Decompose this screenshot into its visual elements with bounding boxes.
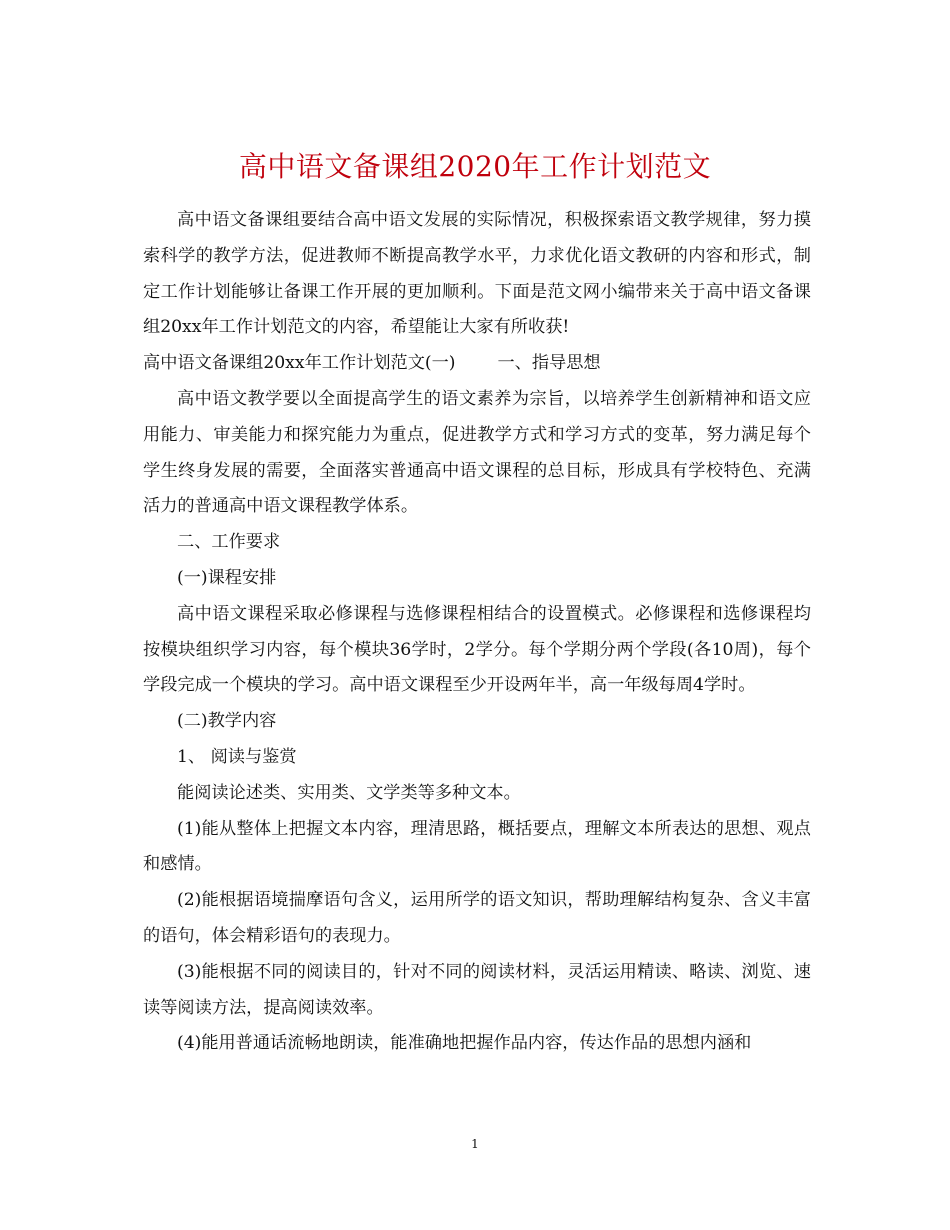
guiding-heading: 一、指导思想 [497,353,601,374]
page-number: 1 [471,1137,479,1151]
reading-point-3: (3)能根据不同的阅读目的，针对不同的阅读材料，灵活运用精读、略读、浏览、速读等阅读方法，提高阅读效率。 [143,961,811,1018]
document-body [143,203,811,1062]
reading-point-2: (2)能根据语境揣摩语句含义，运用所学的语文知识，帮助理解结构复杂、含义丰富的语句，体会精彩语句的表现力。 [143,890,811,946]
course-arrangement-paragraph: 高中语文课程采取必修课程与选修课程相结合的设置模式。必修课程和选修课程均按模块组织学习内容，每个模块36学时，2学分。每个学期分两个学段(各10周)，每个学段完成一个模块的学习。高中语文课程至少开设两年半，高一年级每周4学时。 [143,603,811,696]
reading-heading: 1、 阅读与鉴赏 [177,746,297,767]
teaching-content-heading: (二)教学内容 [177,711,277,732]
intro-paragraph: 高中语文备课组要结合高中语文发展的实际情况，积极探索语文教学规律，努力摸索科学的教学方法，促进教师不断提高教学水平，力求优化语文教研的内容和形式，制定工作计划能够让备课工作开展的更加顺利。下面是范文网小编带来关于高中语文备课组20xx年工作计划范文的内容，希望能让大家有所收获! [143,210,811,338]
section2-heading: 二、工作要求 [177,532,281,553]
plan-subtitle: 高中语文备课组20xx年工作计划范文(一) [143,353,456,374]
course-arrangement-heading: (一)课程安排 [177,567,277,588]
guiding-paragraph: 高中语文教学要以全面提高学生的语文素养为宗旨，以培养学生创新精神和语文应用能力、审美能力和探究能力为重点，促进教学方式和学习方式的变革，努力满足每个学生终身发展的需要，全面落实普通高中语文课程的总目标，形成具有学校特色、充满活力的普通高中语文课程教学体系。 [143,388,811,517]
subtitle-line [143,346,811,382]
reading-intro: 能阅读论述类、实用类、文学类等多种文本。 [177,782,521,803]
document-title: 高中语文备课组2020年工作计划范文 [238,149,712,183]
reading-point-1: (1)能从整体上把握文本内容，理清思路，概括要点，理解文本所表达的思想、观点和感情。 [143,818,811,875]
reading-point-4: (4)能用普通话流畅地朗读，能准确地把握作品内容，传达作品的思想内涵和 [177,1033,752,1054]
